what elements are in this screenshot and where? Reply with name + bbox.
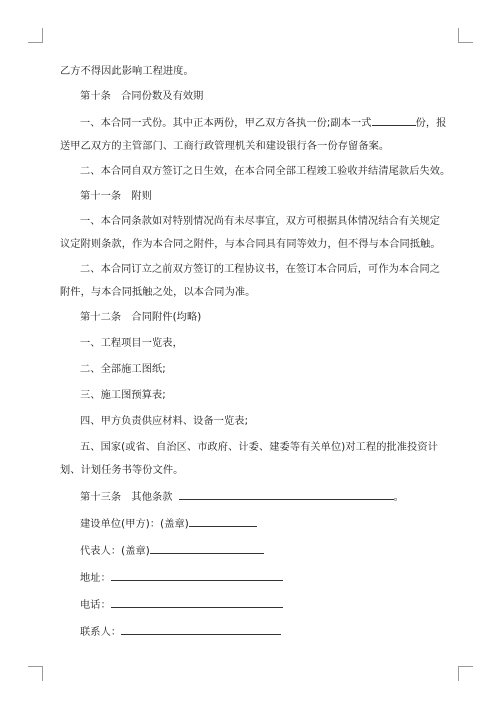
fill-in-blank (372, 114, 416, 126)
list-item: 划、计划任务书等份文件。 (60, 465, 184, 476)
field-label: 联系人： (80, 627, 122, 638)
text-segment: 第十三条 其他条款 (80, 492, 173, 503)
fill-in-blank (179, 488, 394, 500)
list-item: 五、国家(或省、自治区、市政府、计委、建委等有关单位)对工程的批准投资计 (80, 442, 438, 453)
crop-mark-bottom-left (28, 666, 43, 681)
list-item: 二、全部施工图纸; (80, 364, 166, 375)
paragraph-line: 乙方不得因此影响工程进度。 (60, 66, 194, 77)
fill-in-blank (121, 623, 281, 635)
signature-field-contact (60, 623, 444, 640)
text-segment: 一、本合同一式份。其中正本两份，甲乙双方各执一份;副本一式 (80, 118, 372, 129)
crop-mark-bottom-right (458, 666, 473, 681)
signature-field-address (60, 569, 444, 586)
text-segment: 。 (393, 492, 404, 503)
field-label: 建设单位(甲方)：(盖章) (80, 519, 189, 530)
paragraph-line: 二、本合同订立之前双方签订的工程协议书，在签订本合同后，可作为本合同之 (80, 264, 441, 275)
field-label: 代表人：(盖章) (80, 546, 150, 557)
signature-field-representative (60, 542, 444, 559)
fill-in-blank (111, 596, 283, 608)
paragraph-line: 二、本合同自双方签订之日生效，在本合同全部工程竣工验收并结清尾款后失效。 (80, 166, 451, 177)
document-body (60, 64, 451, 640)
fill-in-blank (189, 515, 257, 527)
article-heading (60, 488, 444, 505)
paragraph-line: 一、本合同条款如对特别情况尚有未尽事宜，双方可根据具体情况结合有关规定 (80, 216, 441, 227)
paragraph-line: 送甲乙双方的主管部门、工商行政管理机关和建设银行各一份存留备案。 (60, 141, 390, 152)
fill-in-blank (111, 569, 283, 581)
article-heading: 第十条 合同份数及有效期 (80, 91, 204, 102)
field-label: 地址： (80, 573, 111, 584)
list-item: 四、甲方负责供应材料、设备一览表; (80, 416, 249, 427)
crop-mark-top-left (28, 28, 43, 43)
article-heading: 第十一条 附则 (80, 191, 153, 202)
list-item: 一、工程项目一览表， (80, 338, 183, 349)
fill-in-blank (150, 542, 264, 554)
paragraph-line: 议定附则条款，作为本合同之附件，与本合同具有同等效力，但不得与本合同抵触。 (60, 239, 441, 250)
crop-mark-top-right (458, 28, 473, 43)
signature-field-party-a (60, 515, 444, 532)
signature-field-phone (60, 596, 444, 613)
paragraph-line: 附件，与本合同抵触之处，以本合同为准。 (60, 287, 256, 298)
field-label: 电话： (80, 600, 111, 611)
list-item: 三、施工图预算表; (80, 390, 166, 401)
paragraph-line (60, 114, 447, 131)
text-segment: 份，报 (415, 118, 447, 129)
article-heading: 第十二条 合同附件(均略) (80, 312, 202, 323)
